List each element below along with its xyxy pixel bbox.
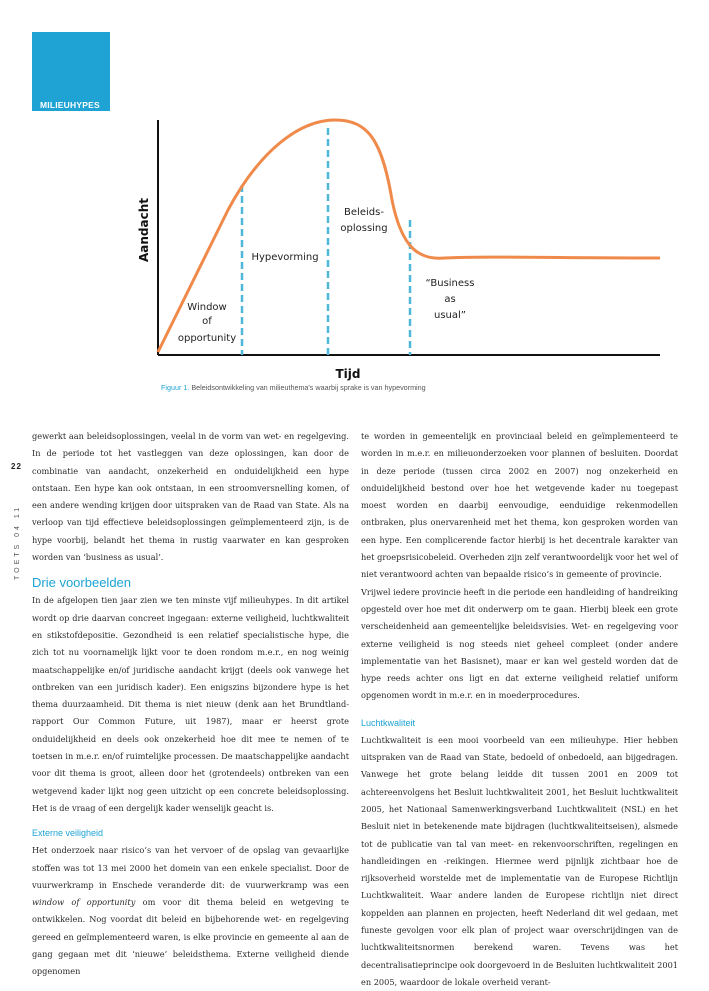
caption-text: Beleidsontwikkeling van milieuthema's waarbij sprake is van hypevorming: [189, 383, 426, 392]
paragraph: te worden in gemeentelijk en provinciaal beleid en geïmplementeerd te worden in m.e.r. en milieuonderzoeken voor plannen of besluiten. Doordat in deze periode (tussen circa 2002 en 2007) nog onzekerheid en onduidelijkheid bestond over hoe het wetgevende kader nu toegepast moest worden en daarbij eenvoudige, eenduidige rekenmodellen ontbraken, plus onervarenheid met het thema, kon gesproken worden van een hype. Een complicerende factor hierbij is het decentrale karakter van het groepsrisicobeleid. Overheden zijn zelf verantwoordelijk voor het wel of niet verantwoord achten van bepaalde risico’s in gemeente of provincie.: [361, 431, 678, 580]
paragraph: Vrijwel iedere provincie heeft in die periode een handleiding of handreiking opgesteld over hoe met dit onderwerp om te gaan. Hierbij bleek een grote verscheidenheid aan gemeentelijke beleidsvisies. Wet- en regelgeving voor externe veiligheid is nog steeds niet geheel compleet (onder andere implementatie van het Basisnet), maar er kan wel gesteld worden dat de hype reeds achter ons ligt en dat externe veiligheid relatief uniform opgenomen wordt in m.e.r. en in moederprocedures.: [361, 586, 678, 701]
phase-business-line3: usual”: [434, 310, 466, 321]
phase-beleids-line2: oplossing: [340, 223, 388, 234]
phase-business-line2: as: [444, 294, 456, 305]
heading-drie-voorbeelden: Drie voorbeelden: [32, 575, 132, 591]
section-tag: MILIEUHYPES: [40, 100, 100, 110]
paragraph: In de afgelopen tien jaar zien we ten minste vijf milieuhypes. In dit artikel wordt op drie daarvan concreet ingegaan: externe veiligheid, luchtkwaliteit en stikstofdepositie. Gezondheid is een relatief specialistische hype, die zich tot nu voornamelijk lijkt voor te doen rondom m.e.r., en nog weinig maatschappelijke en/of juridische aandacht krijgt (deels ook vanwege het ontbreken van een juridisch kader). Een enigszins bijzondere hype is het thema duurzaamheid. Dit thema is niet nieuw (denk aan het Brundtland-rapport Our Common Future, uit 1987), maar er heerst grote onduidelijkheid en deels ook onzekerheid hoe dit mee te nemen of te toetsen in m.e.r. en/of ruimtelijke processen. De maatschappelijke aandacht voor dit thema is groot, alleen door het (grotendeels) ontbreken van een wetgevend kader lijkt nog geen uitzicht op een concrete beleidsoplossing. Het is de vraag of een dergelijk kader wenselijk geacht is.: [32, 595, 349, 813]
phase-window-line3: opportunity: [177, 333, 237, 344]
paragraph: Luchtkwaliteit is een mooi voorbeeld van een milieuhype. Hier hebben uitspraken van de Raad van State, bedoeld of onbedoeld, aan bijgedragen. Vanwege het grote belang leidde dit tussen 2001 en 2009 tot achtereenvolgens het Besluit luchtkwaliteit 2001, het Besluit luchtkwaliteit 2005, het Nationaal Samenwerkingsverband Luchtkwaliteit (NSL) en het Besluit niet in betekenende mate bijdragen (luchtkwaliteitseisen), alsmede tot de publicatie van tal van meet- en rekenvoorschriften, regelingen en handleidingen en -reikingen. Hiermee werd pijnlijk zichtbaar hoe de rijksoverheid worstelde met de implementatie van de Europese Richtlijn Luchtkwaliteit. Waar andere landen de Europese richtlijn niet direct koppelden aan plannen en projecten, heeft Nederland dit wel gedaan, met funeste gevolgen voor elk plan of project waar overschrijdingen van de luchtkwaliteitsnormen berekend waren. Tevens was het decentralisatieprincipe ook doorgevoerd in de Besluiten luchtkwaliteit 2001 en 2005, waardoor de lokale overheid verant-: [361, 734, 678, 987]
x-axis-label: Tijd: [335, 367, 361, 381]
y-axis-label: Aandacht: [137, 197, 151, 263]
phase-window-line1: Window: [187, 302, 227, 313]
left-column: [32, 428, 349, 981]
paragraph: gewerkt aan beleidsoplossingen, veelal in de vorm van wet- en regelgeving. In de periode tot het vastleggen van deze oplossingen, kan door de combinatie van aandacht, onzekerheid en onduidelijkheid een hype ontstaan. Een hype kan ook ontstaan, in een stroomversnelling komen, of een andere wending krijgen door uitspraken van de Raad van State. Als na verloop van tijd effectieve beleidsoplossingen geïmplementeerd zijn, is de hype voorbij, belandt het thema in rustig vaarwater en kan gesproken worden van ‘business as usual’.: [32, 431, 349, 563]
text-run: Het onderzoek naar risico’s van het vervoer of de opslag van gevaarlijke stoffen was tot 13 mei 2000 het domein van een enkele specialist. Door de vuurwerkramp in Enschede veranderde dit: de vuurwerkramp was een: [32, 845, 349, 890]
paragraph: [32, 842, 349, 980]
phase-beleids-line1: Beleids-: [344, 207, 384, 218]
figure-caption: [161, 383, 426, 392]
text-run: om voor dit thema beleid en wetgeving te ontwikkelen. Nog voordat dit beleid en bijbehorende wet- en regelgeving gereed en geïmplementeerd waren, is elke provincie en gemeente al aan de gang gegaan met dit ‘nieuwe’ beleidsthema. Externe veiligheid diende opgenomen: [32, 897, 349, 977]
caption-label: Figuur 1.: [161, 383, 190, 392]
right-column: [361, 428, 678, 991]
journal-label: TOETS 04 11: [14, 504, 21, 580]
heading-externe-veiligheid: Externe veiligheid: [32, 828, 104, 839]
phase-hypevorming: Hypevorming: [251, 252, 319, 263]
phase-business-line1: “Business: [425, 278, 475, 289]
phase-window-line2: of: [202, 316, 212, 327]
emphasis-text: window of opportunity: [32, 897, 136, 908]
page-number: 22: [11, 462, 22, 471]
hype-curve-figure: [120, 110, 680, 390]
heading-luchtkwaliteit: Luchtkwaliteit: [361, 717, 416, 728]
